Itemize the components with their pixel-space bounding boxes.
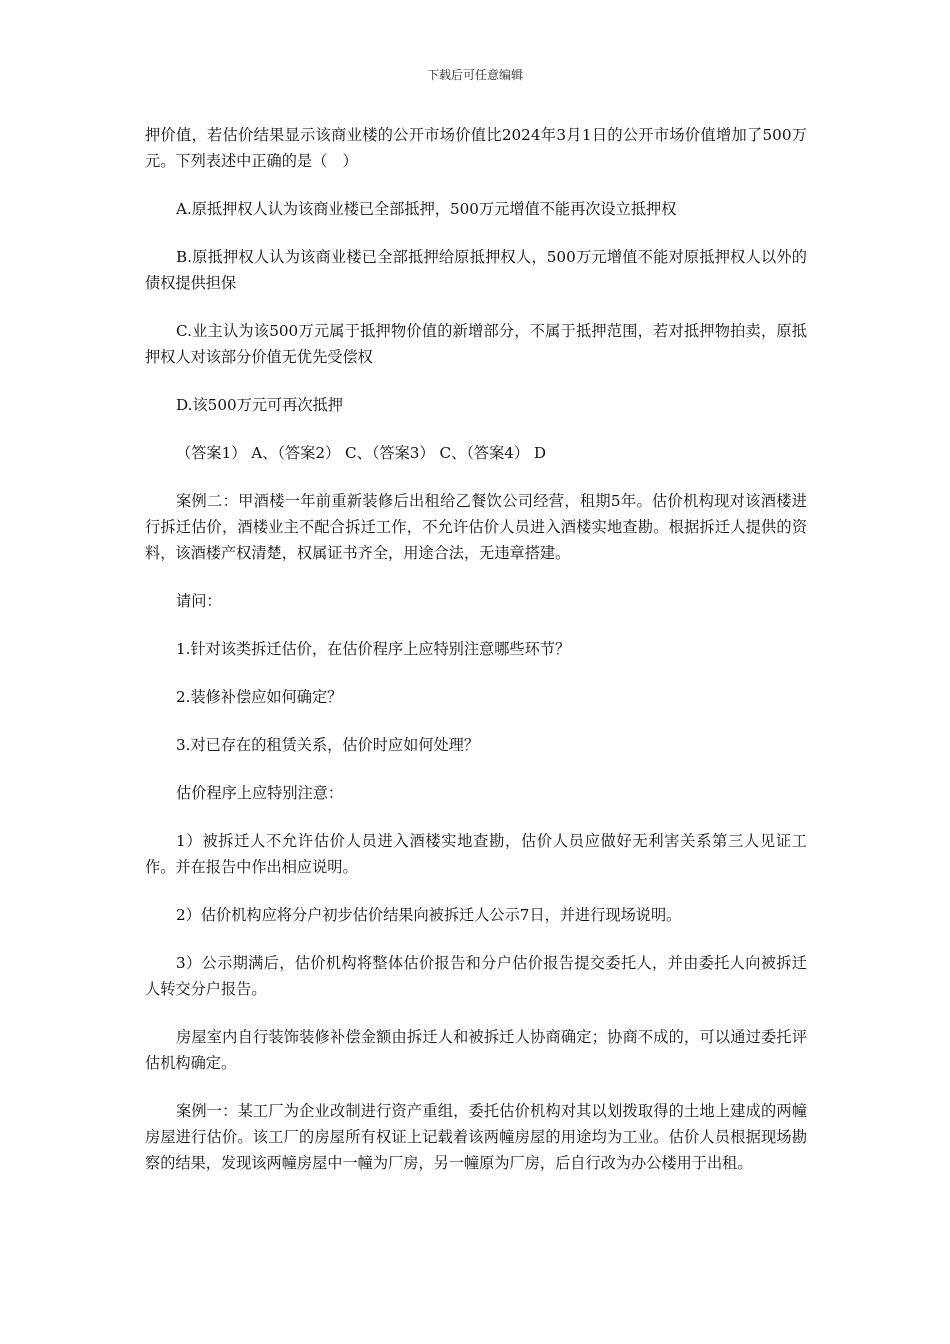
option-a: A.原抵押权人认为该商业楼已全部抵押，500万元增值不能再次设立抵押权 bbox=[176, 200, 677, 218]
procedure-heading: 估价程序上应特别注意： bbox=[176, 784, 344, 802]
option-d: D.该500万元可再次抵押 bbox=[176, 396, 343, 414]
decoration-compensation: 房屋室内自行装饰装修补偿金额由拆迁人和被拆迁人协商确定；协商不成的，可以通过委托评估机构确定。 bbox=[145, 1028, 807, 1072]
case-two: 案例二：甲酒楼一年前重新装修后出租给乙餐饮公司经营，租期5年。估价机构现对该酒楼进行拆迁估价，酒楼业主不配合拆迁工作，不允许估价人员进入酒楼实地查勘。根据拆迁人提供的资料，该酒楼产权清楚，权属证书齐全，用途合法，无违章搭建。 bbox=[145, 492, 807, 562]
answers: （答案1） A、（答案2） C、（答案3） C、（答案4） D bbox=[176, 444, 547, 462]
procedure-3: 3）公示期满后，估价机构将整体估价报告和分户估价报告提交委托人，并由委托人向被拆迁人转交分户报告。 bbox=[145, 954, 807, 998]
procedure-1: 1）被拆迁人不允许估价人员进入酒楼实地查勘，估价人员应做好无利害关系第三人见证工作。并在报告中作出相应说明。 bbox=[145, 832, 807, 876]
procedure-2: 2）估价机构应将分户初步估价结果向被拆迁人公示7日，并进行现场说明。 bbox=[176, 906, 682, 924]
question-2: 2.装修补偿应如何确定？ bbox=[176, 688, 343, 706]
document-body bbox=[145, 122, 807, 1176]
paragraph: 押价值，若估价结果显示该商业楼的公开市场价值比2024年3月1日的公开市场价值增加了500万元。下列表述中正确的是（ ） bbox=[145, 126, 807, 170]
option-c: C.业主认为该500万元属于抵押物价值的新增部分，不属于抵押范围，若对抵押物拍卖，原抵押权人对该部分价值无优先受偿权 bbox=[145, 322, 807, 366]
option-b: B.原抵押权人认为该商业楼已全部抵押给原抵押权人，500万元增值不能对原抵押权人以外的债权提供担保 bbox=[145, 248, 807, 292]
question-heading: 请问： bbox=[176, 592, 222, 610]
question-3: 3.对已存在的租赁关系，估价时应如何处理？ bbox=[176, 736, 480, 754]
case-one: 案例一：某工厂为企业改制进行资产重组，委托估价机构对其以划拨取得的土地上建成的两幢房屋进行估价。该工厂的房屋所有权证上记载着该两幢房屋的用途均为工业。估价人员根据现场勘察的结果，发现该两幢房屋中一幢为厂房，另一幢原为厂房，后自行改为办公楼用于出租。 bbox=[145, 1102, 807, 1172]
page-header: 下载后可任意编辑 bbox=[426, 68, 523, 82]
question-1: 1.针对该类拆迁估价，在估价程序上应特别注意哪些环节？ bbox=[176, 640, 571, 658]
